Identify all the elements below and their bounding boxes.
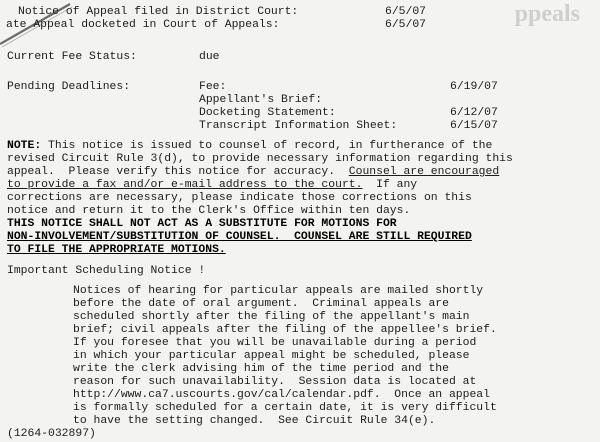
scheduling-line: write the clerk advising him of the time period and the	[73, 363, 449, 375]
note-line	[7, 192, 472, 205]
note-bold-underlined-text: NON-INVOLVEMENT/SUBSTITUTION OF COUNSEL. COUNSEL ARE STILL REQUIRED	[7, 231, 472, 243]
scheduling-link-line: http://www.ca7.uscourts.gov/cal/calendar.pdf. Once an appeal	[73, 389, 490, 401]
note-text: revised Circuit Rule 3(d), to provide necessary information regarding this	[7, 153, 513, 165]
scheduling-line: reason for such unavailability. Session data is located at	[73, 376, 477, 388]
note-bold-text: THIS NOTICE SHALL NOT ACT AS A SUBSTITUTE FOR MOTIONS FOR	[7, 218, 397, 230]
deadlines-label: Pending Deadlines:	[7, 81, 131, 93]
deadline-name: Docketing Statement:	[199, 107, 336, 119]
note-line	[7, 218, 397, 231]
note-text: If any	[362, 179, 418, 191]
note-bold-underlined-text: TO FILE THE APPROPRIATE MOTIONS.	[7, 244, 226, 256]
deadline-name: Transcript Information Sheet:	[199, 120, 398, 132]
deadline-name: Fee:	[199, 81, 227, 93]
scheduling-line: is formally scheduled for a certain date, it is very difficult	[73, 402, 497, 414]
scheduling-line: in which your particular appeal might be scheduled, please	[73, 350, 470, 362]
note-line	[7, 140, 492, 153]
scheduling-line: If you foresee that you will be unavailable during a period	[73, 337, 477, 349]
scheduling-line: before the date of oral argument. Criminal appeals are	[73, 298, 449, 310]
deadline-date: 6/12/07	[450, 107, 498, 119]
notice-filed-label: Notice of Appeal filed in District Court:	[18, 6, 299, 18]
deadline-date: 6/19/07	[450, 81, 498, 93]
fee-status-value: due	[199, 51, 220, 63]
note-line	[7, 179, 417, 192]
note-text: corrections are necessary, please indicate those corrections on this	[7, 192, 472, 204]
deadline-name: Appellant's Brief:	[199, 94, 323, 106]
note-line	[7, 244, 226, 257]
note-text: This notice is issued to counsel of record, in furtherance of the	[41, 140, 493, 152]
note-line	[7, 205, 410, 218]
note-line	[7, 153, 513, 166]
scheduling-line: brief; civil appeals after the filing of the appellee's brief.	[73, 324, 497, 336]
notice-filed-date: 6/5/07	[385, 6, 427, 18]
fee-status-label: Current Fee Status:	[7, 51, 137, 63]
note-text: notice and return it to the Clerk's Office within ten days.	[7, 205, 411, 217]
note-text: appeal. Please verify this notice for accuracy.	[7, 166, 349, 178]
note-underlined-text: Counsel are encouraged	[348, 166, 500, 178]
note-label: NOTE:	[7, 140, 42, 152]
deadline-date: 6/15/07	[450, 120, 498, 132]
scheduling-line: scheduled shortly after the filing of the appellant's main	[73, 311, 470, 323]
docketed-date: 6/5/07	[385, 19, 427, 31]
note-line	[7, 231, 472, 244]
scheduling-line: Notices of hearing for particular appeals are mailed shortly	[73, 285, 484, 297]
docketed-label: ate Appeal docketed in Court of Appeals:	[6, 19, 280, 31]
scheduling-heading: Important Scheduling Notice !	[7, 265, 206, 277]
case-code: (1264-032897)	[7, 428, 96, 440]
scheduling-line: to have the setting changed. See Circuit Rule 34(e).	[73, 415, 436, 427]
bleed-through-text: ppeals	[514, 1, 580, 27]
note-underlined-text: to provide a fax and/or e-mail address to the court.	[7, 179, 363, 191]
note-line	[7, 166, 499, 179]
